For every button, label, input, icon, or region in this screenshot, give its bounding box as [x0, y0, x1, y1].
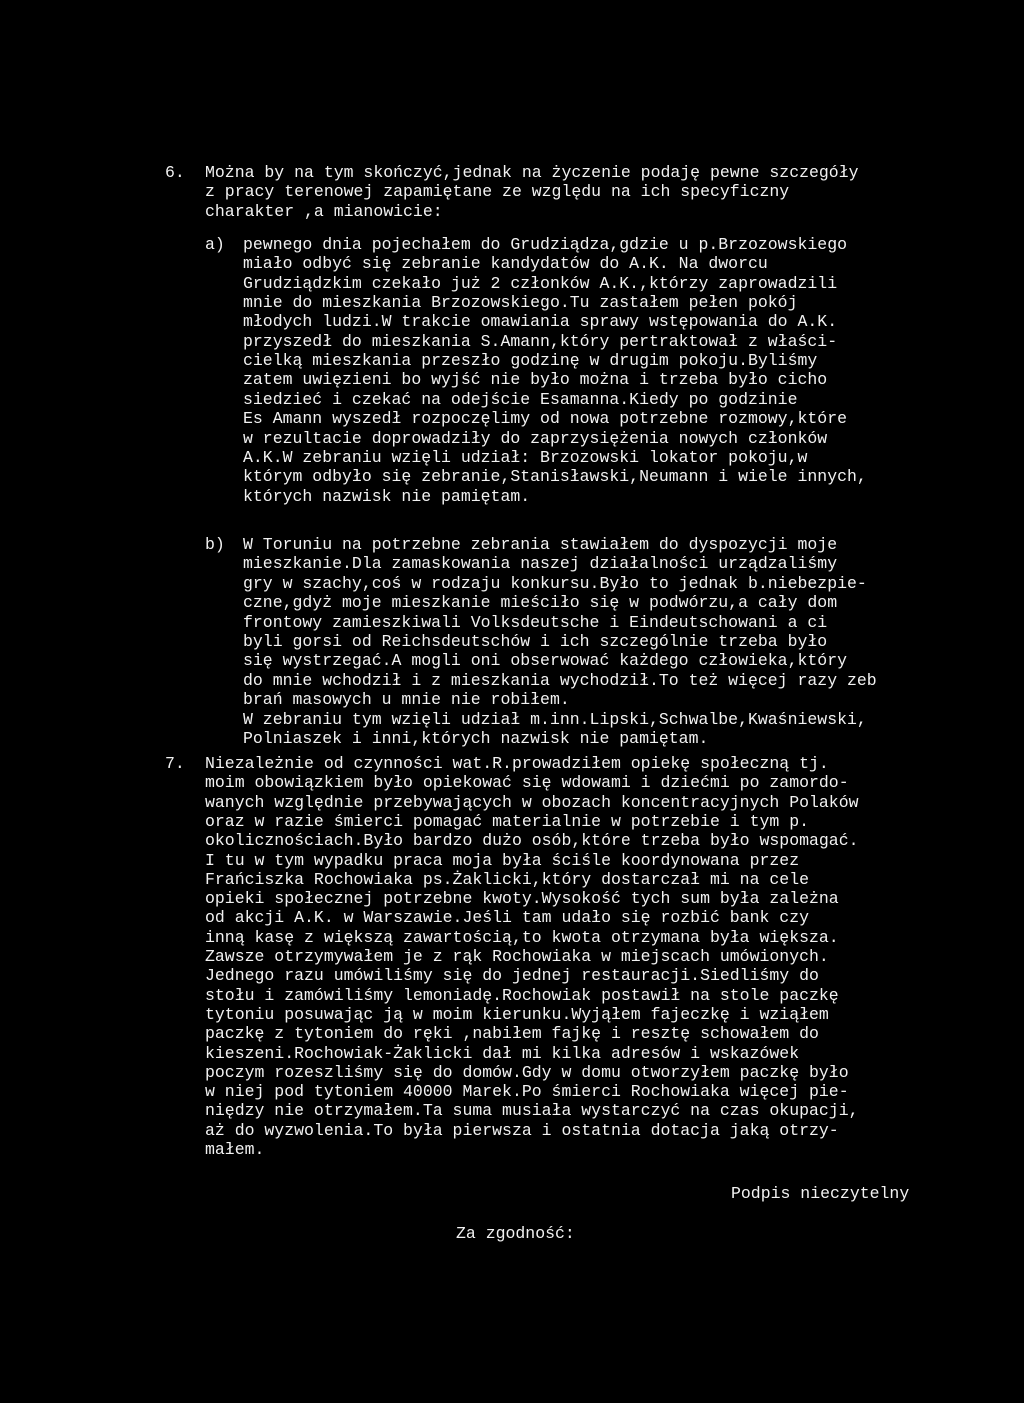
section-7-line: oraz w razie śmierci pomagać materialnie w potrzebie i tym p.	[205, 811, 809, 831]
item-a-label: a)	[205, 235, 225, 254]
item-b-line: czne,gdyż moje mieszkanie mieściło się w podwórzu,a cały dom	[243, 593, 838, 613]
section-6-intro-line: z pracy terenowej zapamiętane ze względu na ich specyficzny	[205, 182, 790, 202]
section-7-line: moim obowiązkiem było opiekować się wdowami i dziećmi po zamordo-	[205, 773, 849, 793]
section-7-line: kieszeni.Rochowiak-Żaklicki dał mi kilka adresów i wskazówek	[205, 1043, 800, 1063]
item-a-line: przyszedł do mieszkania S.Amann,który pertraktował z właści-	[243, 331, 838, 351]
item-a-line: w rezultacie doprowadziły do zaprzysiężenia nowych członków	[243, 428, 828, 448]
section-7-line: Frańciszka Rochowiaka ps.Żaklicki,który dostarczał mi na cele	[205, 869, 809, 889]
section-7-line: Niezależnie od czynności wat.R.prowadziłem opiekę społeczną tj.	[205, 754, 829, 773]
section-7-line: I tu w tym wypadku praca moja była ściśle koordynowana przez	[205, 850, 800, 870]
section-6-number: 6.	[165, 163, 185, 182]
section-7-line: poczym rozeszliśmy się do domów.Gdy w domu otworzyłem paczkę było	[205, 1062, 849, 1082]
section-7-number: 7.	[165, 754, 185, 773]
section-7-line: stołu i zamówiliśmy lemoniadę.Rochowiak postawił na stole paczkę	[205, 985, 839, 1005]
item-a-line: A.K.W zebraniu wzięli udział: Brzozowski lokator pokoju,w	[243, 447, 808, 467]
item-a-line: których nazwisk nie pamiętam.	[243, 486, 531, 506]
item-a-line: siedzieć i czekać na odejście Esamanna.Kiedy po godzinie	[243, 389, 798, 409]
item-a-line: Grudziądzkim czekało już 2 członków A.K.,którzy zaprowadzili	[243, 273, 838, 293]
section-6-intro-line: Można by na tym skończyć,jednak na życzenie podaję pewne szczegóły	[205, 163, 859, 182]
item-b-label: b)	[205, 535, 225, 554]
item-b-line: brań masowych u mnie nie robiłem.	[243, 690, 570, 710]
section-7-line: Jednego razu umówiliśmy się do jednej restauracji.Siedliśmy do	[205, 966, 819, 986]
item-b-line: W zebraniu tym wzięli udział m.inn.Lipski,Schwalbe,Kwaśniewski,	[243, 709, 867, 729]
certification-label: Za zgodność:	[456, 1224, 575, 1243]
item-a-line: pewnego dnia pojechałem do Grudziądza,gdzie u p.Brzozowskiego	[243, 235, 847, 254]
item-a-line: cielką mieszkania przeszło godzinę w drugim pokoju.Byliśmy	[243, 351, 818, 371]
item-b-line: frontowy zamieszkiwali Volksdeutsche i Eindeutschowani a ci	[243, 612, 828, 632]
section-7-line: tytoniu posuwając ją w moim kierunku.Wyjąłem fajeczkę i wziąłem	[205, 1004, 829, 1024]
item-a-line: młodych ludzi.W trakcie omawiania sprawy wstępowania do A.K.	[243, 312, 838, 332]
item-a-line: którym odbyło się zebranie,Stanisławski,Neumann i wiele innych,	[243, 467, 867, 487]
section-7-line: okolicznościach.Było bardzo dużo osób,które trzeba było wspomagać.	[205, 831, 859, 851]
section-7-line: opieki społecznej potrzebne kwoty.Wysokość tych sum była zależna	[205, 889, 839, 909]
item-b-line: do mnie wchodził i z mieszkania wychodził.To też więcej razy zeb	[243, 670, 877, 690]
section-7-line: w niej pod tytoniem 40000 Marek.Po śmierci Rochowiaka więcej pie-	[205, 1082, 849, 1102]
section-7-line: małem.	[205, 1140, 265, 1159]
section-7-line: wanych względnie przebywających w obozach koncentracyjnych Polaków	[205, 792, 859, 812]
item-a-line: miało odbyć się zebranie kandydatów do A.K. Na dworcu	[243, 254, 768, 274]
section-6-intro-line: charakter ,a mianowicie:	[205, 201, 443, 221]
section-7-line: Zawsze otrzymywałem je z rąk Rochowiaka w miejscach umówionych.	[205, 947, 829, 966]
section-7-line: aż do wyzwolenia.To była pierwsza i ostatnia dotacja jaką otrzy-	[205, 1120, 839, 1140]
section-7-line: od akcji A.K. w Warszawie.Jeśli tam udało się rozbić bank czy	[205, 908, 809, 928]
section-7-line: paczkę z tytoniem do ręki ,nabiłem fajkę i resztę schowałem do	[205, 1024, 819, 1044]
item-b-line: mieszkanie.Dla zamaskowania naszej działalności urządzaliśmy	[243, 554, 838, 574]
item-a-line: Es Amann wyszedł rozpoczęlimy od nowa potrzebne rozmowy,które	[243, 409, 847, 429]
signature-note: Podpis nieczytelny	[731, 1184, 910, 1203]
item-b-line: Polniaszek i inni,których nazwisk nie pamiętam.	[243, 729, 709, 748]
section-7-line: inną kasę z większą zawartością,to kwota otrzymana była większa.	[205, 927, 839, 947]
item-b-line: się wystrzegać.A mogli oni obserwować każdego człowieka,który	[243, 651, 847, 671]
item-b-line: gry w szachy,coś w rodzaju konkursu.Było to jednak b.niebezpie-	[243, 573, 867, 593]
section-7-line: niędzy nie otrzymałem.Ta suma musiała wystarczyć na czas okupacji,	[205, 1101, 859, 1121]
item-b-line: byli gorsi od Reichsdeutschów i ich szczególnie trzeba było	[243, 632, 828, 651]
item-a-line: zatem uwięzieni bo wyjść nie było można i trzeba było cicho	[243, 370, 828, 390]
item-a-line: mnie do mieszkania Brzozowskiego.Tu zastałem pełen pokój	[243, 293, 798, 313]
item-b-line: W Toruniu na potrzebne zebrania stawiałem do dyspozycji moje	[243, 535, 838, 554]
